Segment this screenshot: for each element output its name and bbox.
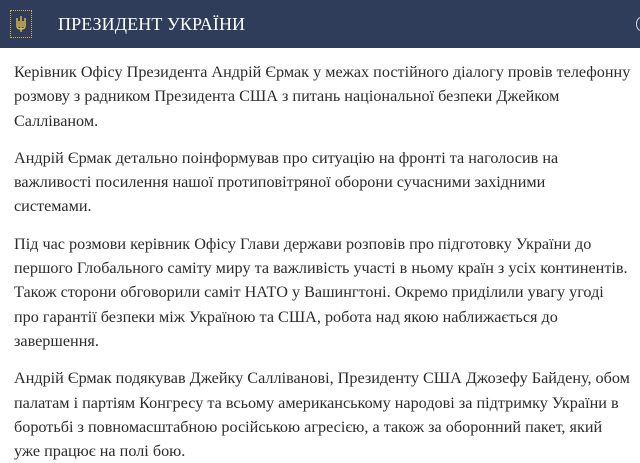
paragraph-line: про гарантії безпеки між Україною та США, робота над якою наближається до xyxy=(14,307,558,326)
paragraph-line: Також сторони обговорили саміт НАТО у Вашингтоні. Окремо приділили увагу угоді xyxy=(14,283,604,302)
article-paragraph xyxy=(14,366,630,463)
article-paragraph xyxy=(14,146,626,219)
paragraph-line: системами. xyxy=(14,197,92,216)
paragraph-line: Андрій Єрмак подякував Джейку Салліванові, Президенту США Джозефу Байдену, обом xyxy=(14,369,630,388)
paragraph-line: першого Глобального саміту миру та важливість участі в ньому країн з усіх континентів. xyxy=(14,259,628,278)
paragraph-line: розмову з радником Президента США з питань національної безпеки Джейком xyxy=(14,87,560,106)
partial-header-icon[interactable] xyxy=(636,17,640,31)
article-paragraph xyxy=(14,232,626,353)
article-paragraph xyxy=(14,60,631,133)
paragraph-line: важливості посилення нашої протиповітряної оборони сучасними західними xyxy=(14,173,546,192)
paragraph-line: боротьбі з повномасштабною російською агресією, а також за оборонний пакет, який xyxy=(14,417,603,436)
site-header xyxy=(0,0,640,48)
paragraph-line: Керівник Офісу Президента Андрій Єрмак у межах постійного діалогу провів телефонну xyxy=(14,63,631,81)
paragraph-line: палатам і партіям Конгресу та всьому американському народові за підтримку України в xyxy=(14,393,619,412)
paragraph-line: завершення. xyxy=(14,331,99,350)
paragraph-line: Андрій Єрмак детально поінформував про ситуацію на фронті та наголосив на xyxy=(14,148,559,167)
paragraph-line: Салліваном. xyxy=(14,111,99,130)
trident-emblem-icon[interactable] xyxy=(10,10,32,38)
paragraph-line: Під час розмови керівник Офісу Глави держави розповів про підготовку України до xyxy=(14,234,592,253)
paragraph-line: уже працює на полі бою. xyxy=(14,442,186,461)
site-title[interactable]: ПРЕЗИДЕНТ УКРАЇНИ xyxy=(58,13,246,34)
article-body xyxy=(0,48,640,463)
